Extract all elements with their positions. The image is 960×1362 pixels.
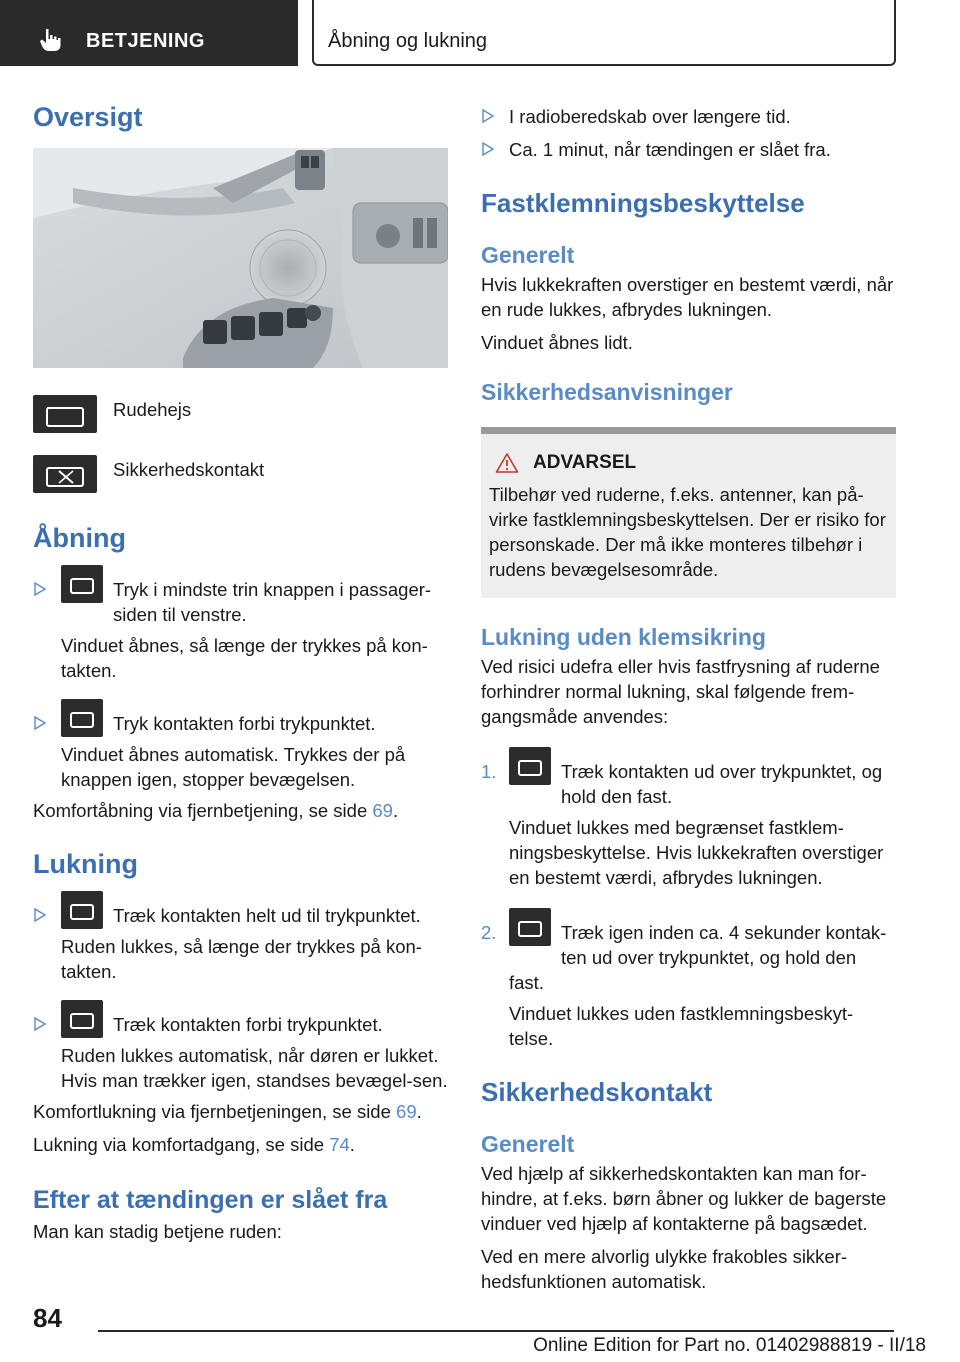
bullet-triangle-icon	[33, 581, 47, 597]
paragraph-komfort-aabning	[33, 798, 448, 823]
page-link[interactable]: 69	[396, 1101, 417, 1122]
paragraph-text: Komfortlukning via fjernbetjeningen, se side	[33, 1101, 397, 1122]
page-link[interactable]: 69	[372, 800, 393, 821]
heading-sikkerhedsanvisninger: Sikkerhedsanvisninger	[481, 379, 733, 405]
list-item	[481, 104, 896, 129]
paragraph: Vinduet åbnes lidt.	[481, 332, 633, 353]
heading-aabning: Åbning	[33, 523, 126, 553]
paragraph: Ved hjælp af sikkerhedskontakten kan man for-hindre, at f.eks. børn åbner og lukker de bagerste vinduer ved hjælp af kontakterne på bagsædet.	[481, 1163, 887, 1234]
list-item-subtext: Vinduet åbnes, så længe der trykkes på kon-takten.	[61, 635, 428, 681]
step-item	[481, 759, 896, 809]
page-link[interactable]: 74	[329, 1134, 350, 1155]
window-switch-icon	[61, 1000, 103, 1038]
legend-item	[33, 455, 448, 493]
legend-item	[33, 395, 448, 433]
hand-pointer-icon	[38, 27, 64, 53]
footer-edition: Online Edition for Part no. 01402988819 - II/18	[533, 1335, 926, 1356]
window-switch-icon	[509, 747, 551, 785]
heading-lukning-uden-klemsikring: Lukning uden klemsikring	[481, 624, 766, 650]
aabning-list	[33, 577, 448, 792]
step-text: Træk kontakten ud over trykpunktet, og hold den fast.	[561, 761, 883, 807]
heading-generelt: Generelt	[481, 242, 575, 268]
heading-efter: Efter at tændingen er slået fra	[33, 1186, 388, 1214]
paragraph-end: .	[349, 1134, 355, 1155]
list-item	[33, 711, 448, 736]
paragraph-end: .	[416, 1101, 422, 1122]
window-switch-icon	[509, 908, 551, 946]
legend-label: Rudehejs	[113, 399, 192, 420]
paragraph: Ved en mere alvorlig ulykke frakobles sikker-hedsfunktionen automatisk.	[481, 1246, 848, 1292]
list-item-subtext: Ruden lukkes automatisk, når døren er lukket. Hvis man trækker igen, standses bevægel-sen.	[61, 1045, 448, 1091]
page-number: 84	[33, 1303, 62, 1333]
bullet-triangle-icon	[481, 141, 495, 157]
bullet-triangle-icon	[33, 715, 47, 731]
step-subtext: Vinduet lukkes uden fastklemningsbeskyt-telse.	[509, 1003, 854, 1049]
left-column	[33, 100, 448, 1244]
paragraph-text: Komfortåbning via fjernbetjening, se side	[33, 800, 373, 821]
section-tab	[0, 0, 298, 66]
warning-text: Tilbehør ved ruderne, f.eks. antenner, kan på-virke fastklemningsbeskyttelsen. Der er risiko for personskade. Der må ikke monteres tilbehør i rudens bevægelsesområde.	[489, 484, 886, 580]
paragraph: Hvis lukkekraften overstiger en bestemt værdi, når en rude lukkes, afbrydes lukningen.	[481, 274, 894, 320]
chapter-title: Åbning og lukning	[328, 30, 488, 52]
list-item-text: Tryk kontakten forbi trykpunktet.	[113, 713, 376, 734]
window-switch-icon	[61, 891, 103, 929]
page-header	[0, 0, 960, 66]
lukning-list	[33, 903, 448, 1093]
paragraph: Ved risici udefra eller hvis fastfrysning af ruderne forhindrer normal lukning, skal følgende frem-gangsmåde anvendes:	[481, 656, 880, 727]
footer-divider	[98, 1330, 894, 1332]
step-text: Træk igen inden ca. 4 sekunder kontak-ten ud over trykpunktet, og hold den fast.	[509, 922, 887, 993]
step-subtext: Vinduet lukkes med begrænset fastklem-ningsbeskyttelse. Hvis lukkekraften overstiger en bestemt værdi, afbrydes lukningen.	[509, 817, 884, 888]
step-item	[481, 920, 896, 995]
window-switch-icon	[61, 565, 103, 603]
door-panel-photo	[33, 148, 448, 368]
heading-fastklemning: Fastklemningsbeskyttelse	[481, 188, 805, 218]
warning-box	[481, 427, 896, 598]
step-number: 2.	[481, 922, 497, 943]
warning-title: ADVARSEL	[533, 452, 637, 473]
paragraph-efter: Man kan stadig betjene ruden:	[33, 1221, 282, 1242]
list-item	[33, 577, 448, 627]
window-switch-icon	[33, 395, 97, 433]
paragraph-komfort-adgang	[33, 1132, 448, 1157]
list-item-subtext: Vinduet åbnes automatisk. Trykkes der på knappen igen, stopper bevægelsen.	[61, 744, 406, 790]
list-item-text: Træk kontakten forbi trykpunktet.	[113, 1014, 383, 1035]
heading-sikkerhedskontakt: Sikkerhedskontakt	[481, 1077, 713, 1107]
bullet-triangle-icon	[33, 907, 47, 923]
bullet-triangle-icon	[481, 108, 495, 124]
legend	[33, 395, 448, 493]
list-item	[33, 903, 448, 928]
list-item-text: Ca. 1 minut, når tændingen er slået fra.	[509, 139, 831, 160]
list-item-text: Træk kontakten helt ud til trykpunktet.	[113, 905, 421, 926]
bullet-triangle-icon	[33, 1016, 47, 1032]
paragraph-komfort-lukning	[33, 1099, 448, 1124]
warning-triangle-icon	[495, 452, 519, 474]
list-item-text: Tryk i mindste trin knappen i passager-siden til venstre.	[113, 579, 432, 625]
list-item	[33, 1012, 448, 1037]
warning-heading	[489, 452, 888, 474]
list-item-subtext: Ruden lukkes, så længe der trykkes på kon-takten.	[61, 936, 422, 982]
safety-switch-icon	[33, 455, 97, 493]
chapter-tab	[312, 0, 896, 66]
heading-lukning: Lukning	[33, 849, 138, 879]
section-title: BETJENING	[86, 30, 205, 52]
paragraph-end: .	[392, 800, 399, 821]
legend-label: Sikkerhedskontakt	[113, 459, 265, 480]
heading-oversigt: Oversigt	[33, 102, 143, 132]
step-number: 1.	[481, 761, 497, 782]
window-switch-icon	[61, 699, 103, 737]
right-column	[481, 104, 896, 1294]
paragraph-text: Lukning via komfortadgang, se side	[33, 1134, 330, 1155]
list-item-text: I radioberedskab over længere tid.	[509, 106, 791, 127]
list-item	[481, 137, 896, 162]
steps-list	[481, 759, 896, 1051]
heading-generelt: Generelt	[481, 1131, 575, 1157]
